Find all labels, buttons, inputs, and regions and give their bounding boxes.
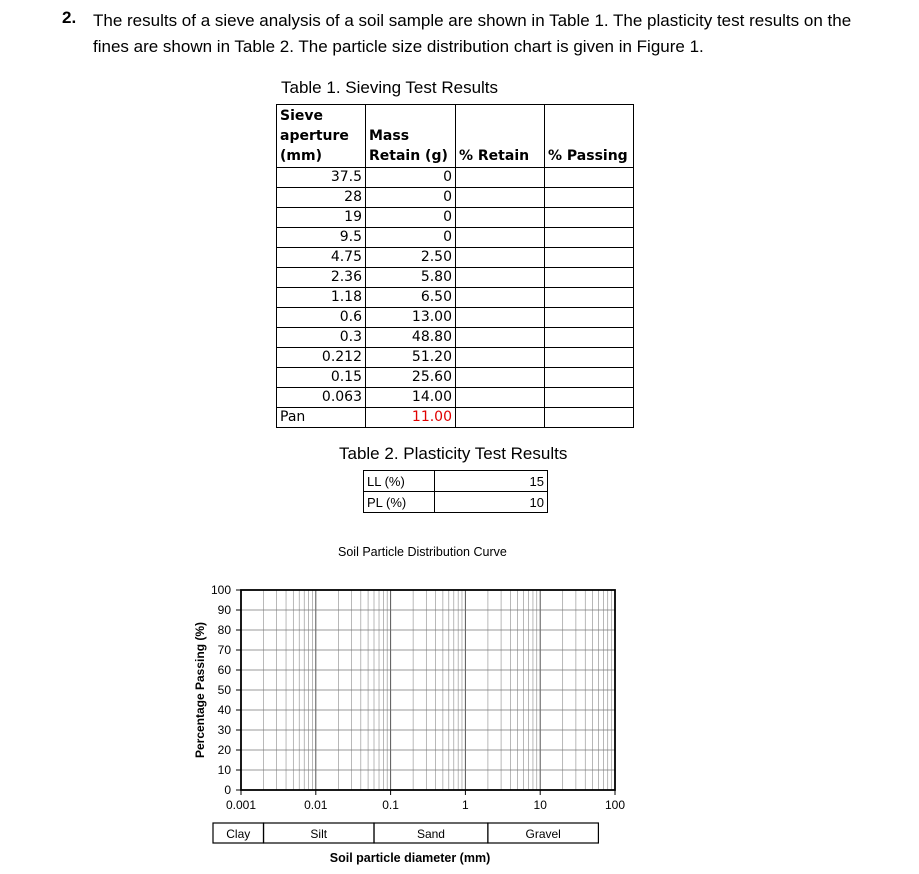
y-tick-label: 80	[217, 623, 231, 637]
header-percent-retain: % Retain	[456, 105, 545, 168]
percent-passing-cell[interactable]	[545, 348, 634, 368]
sieve-aperture-cell: Pan	[277, 408, 366, 428]
table-row	[277, 188, 634, 208]
sieve-aperture-cell: 28	[277, 188, 366, 208]
mass-retain-cell: 25.60	[366, 368, 456, 388]
percent-passing-cell[interactable]	[545, 288, 634, 308]
y-tick-label: 30	[217, 723, 231, 737]
plasticity-value-cell: 10	[435, 492, 548, 513]
plasticity-results-table	[363, 470, 548, 513]
mass-retain-cell: 0	[366, 228, 456, 248]
plasticity-label-cell: PL (%)	[364, 492, 435, 513]
x-axis-ticks	[226, 790, 625, 812]
x-axis-label: Soil particle diameter (mm)	[329, 851, 491, 865]
header-mass-line2: Retain (g)	[369, 148, 448, 164]
x-tick-label: 0.1	[382, 798, 399, 812]
y-tick-label: 10	[217, 763, 231, 777]
percent-retain-cell[interactable]	[456, 368, 545, 388]
percent-passing-cell[interactable]	[545, 328, 634, 348]
mass-retain-cell: 0	[366, 188, 456, 208]
y-tick-label: 90	[217, 603, 231, 617]
y-tick-label: 0	[224, 783, 231, 797]
table-row	[277, 268, 634, 288]
soil-class-label: Clay	[226, 827, 251, 841]
x-tick-label: 10	[533, 798, 547, 812]
sieve-aperture-cell: 0.063	[277, 388, 366, 408]
percent-passing-cell[interactable]	[545, 168, 634, 188]
y-axis-label: Percentage Passing (%)	[193, 621, 207, 759]
sieve-aperture-cell: 1.18	[277, 288, 366, 308]
percent-passing-cell[interactable]	[545, 188, 634, 208]
table-row	[277, 408, 634, 428]
y-tick-label: 70	[217, 643, 231, 657]
table-row	[277, 228, 634, 248]
percent-retain-cell[interactable]	[456, 248, 545, 268]
percent-retain-cell[interactable]	[456, 388, 545, 408]
sieve-aperture-cell: 2.36	[277, 268, 366, 288]
plasticity-label-cell: LL (%)	[364, 471, 435, 492]
mass-retain-cell: 13.00	[366, 308, 456, 328]
percent-passing-cell[interactable]	[545, 408, 634, 428]
sieve-results-table	[276, 104, 634, 428]
mass-retain-cell: 0	[366, 208, 456, 228]
soil-class-bands	[213, 823, 598, 843]
percent-retain-cell[interactable]	[456, 268, 545, 288]
x-tick-label: 1	[462, 798, 469, 812]
chart-major-grid	[241, 590, 615, 790]
header-sieve-line2: aperture	[280, 128, 349, 144]
mass-retain-cell: 11.00	[366, 408, 456, 428]
question-text: The results of a sieve analysis of a soil sample are shown in Table 1. The plasticity test results on the fines are shown in Table 2. The particle size distribution chart is given in Figure 1.	[93, 11, 852, 56]
chart-title: Soil Particle Distribution Curve	[338, 545, 507, 559]
percent-retain-cell[interactable]	[456, 188, 545, 208]
plasticity-value-cell: 15	[435, 471, 548, 492]
y-tick-label: 20	[217, 743, 231, 757]
table-row	[277, 368, 634, 388]
x-tick-label: 0.01	[304, 798, 328, 812]
sieve-aperture-cell: 9.5	[277, 228, 366, 248]
sieve-aperture-cell: 4.75	[277, 248, 366, 268]
percent-passing-cell[interactable]	[545, 368, 634, 388]
table-row	[364, 492, 548, 513]
percent-retain-cell[interactable]	[456, 228, 545, 248]
header-sieve-aperture	[277, 105, 366, 168]
percent-retain-cell[interactable]	[456, 308, 545, 328]
sieve-aperture-cell: 0.15	[277, 368, 366, 388]
table-row	[277, 328, 634, 348]
table1-caption: Table 1. Sieving Test Results	[281, 78, 499, 97]
particle-distribution-chart	[190, 570, 630, 870]
soil-class-label: Sand	[416, 827, 445, 841]
percent-retain-cell[interactable]	[456, 288, 545, 308]
table-header-row	[277, 105, 634, 168]
x-tick-label: 100	[604, 798, 626, 812]
header-sieve-line3: (mm)	[280, 148, 322, 164]
table-row	[277, 208, 634, 228]
y-tick-label: 60	[217, 663, 231, 677]
percent-passing-cell[interactable]	[545, 268, 634, 288]
table-row	[277, 168, 634, 188]
y-axis-ticks	[211, 583, 241, 797]
percent-passing-cell[interactable]	[545, 308, 634, 328]
sieve-aperture-cell: 19	[277, 208, 366, 228]
mass-retain-cell: 2.50	[366, 248, 456, 268]
percent-passing-cell[interactable]	[545, 208, 634, 228]
percent-retain-cell[interactable]	[456, 328, 545, 348]
header-sieve-line1: Sieve	[280, 108, 323, 124]
mass-retain-cell: 51.20	[366, 348, 456, 368]
sieve-aperture-cell: 0.6	[277, 308, 366, 328]
sieve-aperture-cell: 0.212	[277, 348, 366, 368]
soil-class-label: Silt	[310, 827, 328, 841]
mass-retain-cell: 14.00	[366, 388, 456, 408]
sieve-aperture-cell: 37.5	[277, 168, 366, 188]
soil-class-label: Gravel	[525, 827, 561, 841]
table-row	[277, 288, 634, 308]
table-row	[277, 388, 634, 408]
sieve-aperture-cell: 0.3	[277, 328, 366, 348]
x-tick-label: 0.001	[225, 798, 257, 812]
y-tick-label: 50	[217, 683, 231, 697]
question-number: 2.	[62, 8, 77, 27]
percent-passing-cell[interactable]	[545, 228, 634, 248]
mass-retain-cell: 6.50	[366, 288, 456, 308]
percent-passing-cell[interactable]	[545, 248, 634, 268]
table2-caption: Table 2. Plasticity Test Results	[339, 444, 568, 463]
percent-retain-cell[interactable]	[456, 348, 545, 368]
mass-retain-cell: 0	[366, 168, 456, 188]
mass-retain-cell: 5.80	[366, 268, 456, 288]
header-mass-line1: Mass	[369, 128, 410, 144]
y-tick-label: 100	[210, 583, 231, 597]
header-mass-retain	[366, 105, 456, 168]
header-percent-passing: % Passing	[545, 105, 634, 168]
mass-retain-cell: 48.80	[366, 328, 456, 348]
table-row	[364, 471, 548, 492]
percent-retain-cell[interactable]	[456, 168, 545, 188]
table-row	[277, 308, 634, 328]
y-tick-label: 40	[217, 703, 231, 717]
percent-retain-cell[interactable]	[456, 208, 545, 228]
percent-retain-cell[interactable]	[456, 408, 545, 428]
table-row	[277, 348, 634, 368]
table-row	[277, 248, 634, 268]
percent-passing-cell[interactable]	[545, 388, 634, 408]
